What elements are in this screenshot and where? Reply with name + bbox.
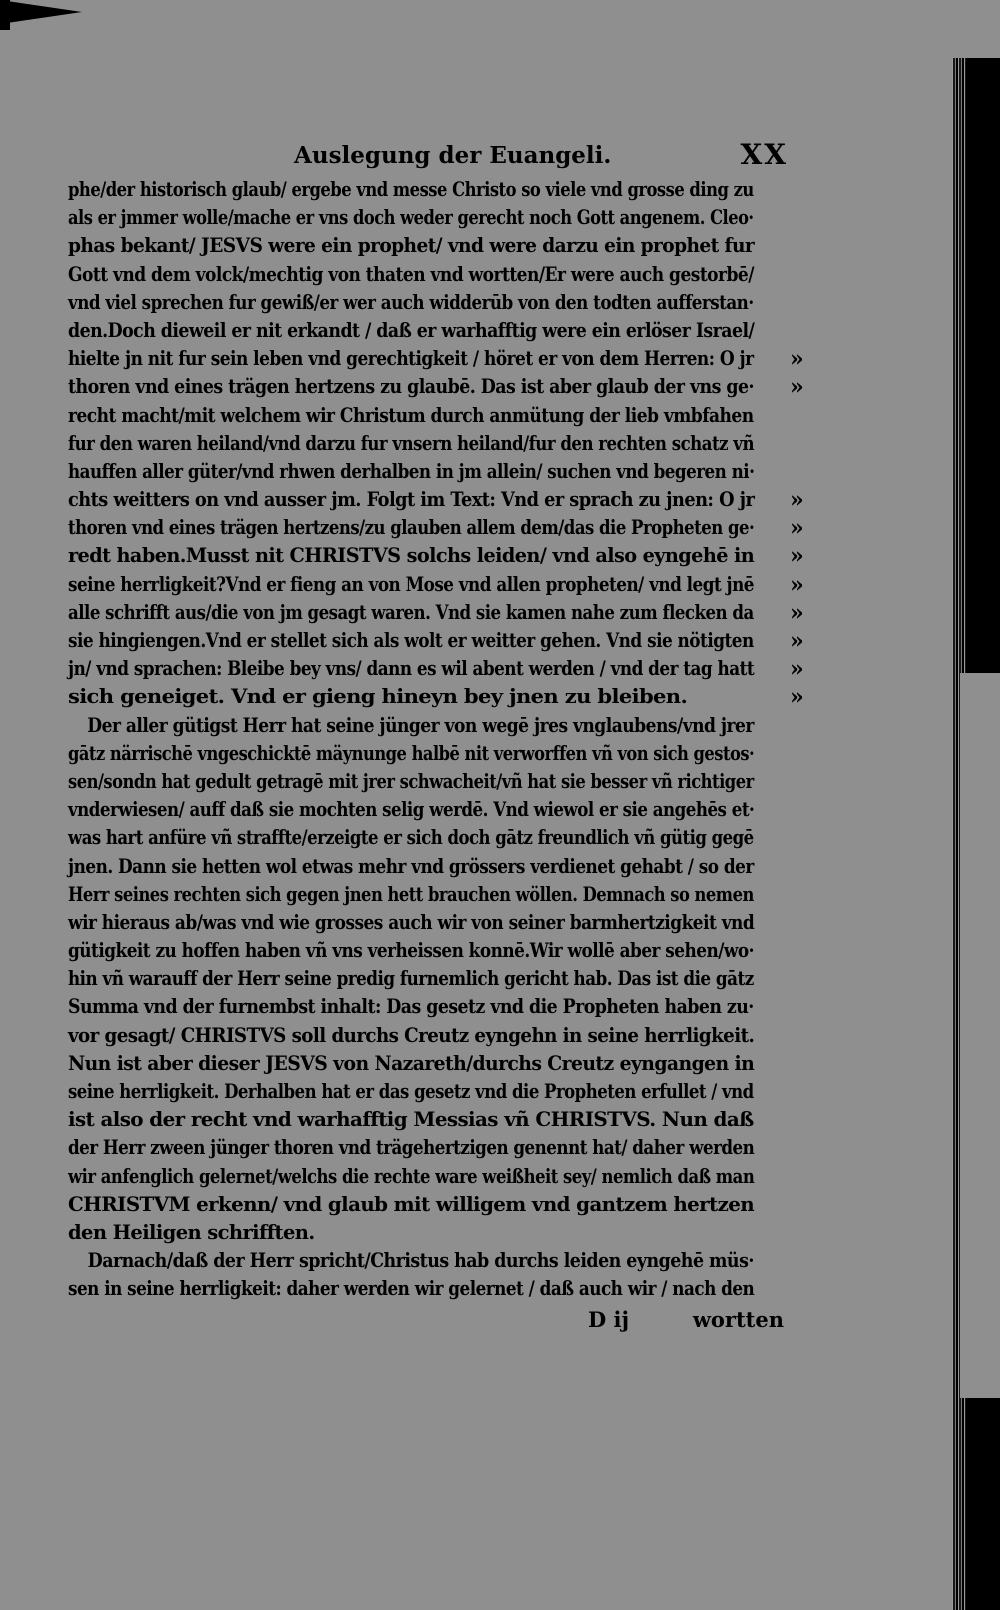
scan-right-edge bbox=[952, 58, 1000, 1610]
line-text: wir hieraus ab/was vnd wie grosses auch wir von seiner barmhertzigkeit vnd bbox=[68, 910, 755, 934]
line-text: hin vñ warauff der Herr seine predig furnemlich gericht hab. Das ist die gātz bbox=[68, 967, 754, 991]
line-text: den Heiligen schrifften. bbox=[68, 1220, 315, 1244]
text-line bbox=[68, 1247, 784, 1275]
running-title: Auslegung der Euangeli. bbox=[294, 142, 612, 169]
text-line bbox=[68, 824, 784, 852]
line-text: fur den waren heiland/vnd darzu fur vnsern heiland/fur den rechten schatz vñ bbox=[68, 431, 754, 455]
line-text: wir anfenglich gelernet/welchs die rechte ware weißheit sey/ nemlich daß man bbox=[68, 1164, 755, 1188]
text-line bbox=[68, 796, 784, 824]
page-footer bbox=[68, 1304, 784, 1336]
text-line bbox=[68, 402, 784, 430]
text-line bbox=[68, 458, 784, 486]
text-line bbox=[68, 430, 784, 458]
text-line bbox=[68, 599, 804, 627]
text-line bbox=[68, 317, 784, 345]
line-text: CHRISTVM erkenn/ vnd glaub mit willigem vnd gantzem hertzen bbox=[68, 1192, 755, 1216]
text-line bbox=[68, 965, 784, 993]
text-line bbox=[68, 1050, 784, 1078]
line-text: gütigkeit zu hoffen haben vñ vns verheissen konnē.Wir wollē aber sehen/wo· bbox=[68, 939, 755, 963]
text-line bbox=[68, 768, 784, 796]
text-line bbox=[68, 373, 804, 401]
text-line bbox=[68, 853, 784, 881]
quote-marker: » bbox=[790, 374, 804, 401]
catchword: wortten bbox=[692, 1306, 784, 1332]
scan-corner-mark bbox=[0, 0, 82, 24]
line-text: was hart anfüre vñ straffte/erzeigte er sich doch gātz freundlich vñ gütig gegē bbox=[68, 826, 754, 850]
text-line bbox=[68, 1275, 784, 1303]
line-text: Summa vnd der furnembst inhalt: Das gesetz vnd die Propheten haben zu· bbox=[68, 995, 754, 1019]
quote-marker: » bbox=[790, 656, 804, 683]
text-line bbox=[68, 1134, 784, 1162]
line-text: Gott vnd dem volck/mechtig von thaten vnd wortten/Er were auch gestorbē/ bbox=[68, 262, 754, 286]
page-header bbox=[68, 138, 788, 176]
quote-marker: » bbox=[790, 515, 804, 542]
text-line bbox=[68, 1022, 784, 1050]
text-line bbox=[68, 232, 784, 260]
quote-marker: » bbox=[790, 571, 804, 598]
text-line bbox=[68, 514, 804, 542]
line-text: thoren vnd eines trägen hertzens zu glaubē. Das ist aber glaub der vns ge· bbox=[68, 375, 755, 399]
line-text: der Herr zween jünger thoren vnd trägehertzigen genennt hat/ daher werden bbox=[68, 1136, 755, 1160]
text-line bbox=[68, 289, 784, 317]
text-line bbox=[68, 881, 784, 909]
quote-marker: » bbox=[790, 628, 804, 654]
line-text: Darnach/daß der Herr spricht/Christus hab durchs leiden eyngehē müs· bbox=[87, 1249, 754, 1273]
line-text: phe/der historisch glaub/ ergebe vnd messe Christo so viele vnd grosse ding zu bbox=[68, 178, 754, 201]
body-text bbox=[68, 176, 804, 1304]
line-text: hielte jn nit fur sein leben vnd gerechtigkeit / höret er von dem Herren: O jr bbox=[68, 347, 754, 371]
line-text: als er jmmer wolle/mache er vns doch weder gerecht noch Gott angenem. Cleo· bbox=[68, 206, 754, 230]
line-text: thoren vnd eines trägen hertzens/zu glauben allem dem/das die Propheten ge· bbox=[68, 516, 755, 540]
text-line bbox=[68, 712, 784, 740]
text-line bbox=[68, 542, 804, 570]
text-line bbox=[68, 345, 804, 373]
text-line bbox=[68, 1078, 784, 1106]
folio-number: XX bbox=[740, 138, 788, 171]
line-text: vnd viel sprechen fur gewiß/er wer auch widderūb von den todten aufferstan· bbox=[68, 290, 754, 314]
text-line bbox=[68, 176, 784, 204]
quote-marker: » bbox=[790, 346, 804, 373]
line-text: chts weitters on vnd ausser jm. Folgt im Text: Vnd er sprach zu jnen: O jr bbox=[68, 488, 755, 512]
line-text: jnen. Dann sie hetten wol etwas mehr vnd grössers verdienet gehabt / so der bbox=[68, 854, 754, 878]
line-text: alle schrifft aus/die von jm gesagt waren. Vnd sie kamen nahe zum flecken da bbox=[68, 600, 754, 624]
text-line bbox=[68, 261, 784, 289]
line-text: jn/ vnd sprachen: Bleibe bey vns/ dann es wil abent werden / vnd der tag hatt bbox=[68, 657, 755, 681]
line-text: Der aller gütigst Herr hat seine jünger von wegē jres vnglaubens/vnd jrer bbox=[87, 713, 754, 737]
text-line bbox=[68, 627, 804, 655]
quote-marker: » bbox=[790, 684, 804, 711]
text-line bbox=[68, 683, 804, 711]
text-line bbox=[68, 1163, 784, 1191]
book-page bbox=[68, 138, 804, 1336]
text-line bbox=[68, 204, 784, 232]
line-text: vnderwiesen/ auff daß sie mochten selig werdē. Vnd wiewol er sie angehēs et· bbox=[68, 798, 755, 822]
line-text: seine herrligkeit. Derhalben hat er das gesetz vnd die Propheten erfullet / vnd bbox=[68, 1080, 754, 1103]
line-text: vor gesagt/ CHRISTVS soll durchs Creutz eyngehn in seine herrligkeit. bbox=[68, 1023, 755, 1047]
text-line bbox=[68, 571, 804, 599]
line-text: Nun ist aber dieser JESVS von Nazareth/durchs Creutz eyngangen in bbox=[68, 1051, 755, 1075]
line-text: sen in seine herrligkeit: daher werden wir gelernet / daß auch wir / nach den bbox=[68, 1277, 755, 1301]
line-text: seine herrligkeit?Vnd er fieng an von Mose vnd allen propheten/ vnd legt jnē bbox=[68, 572, 754, 596]
text-line bbox=[68, 993, 784, 1021]
text-line bbox=[68, 1191, 784, 1219]
quote-marker: » bbox=[790, 599, 804, 626]
signature-mark: D ij bbox=[588, 1306, 630, 1332]
quote-marker: » bbox=[790, 543, 804, 570]
line-text: gātz närrischē vngeschicktē mäynunge halbē nit verworffen vñ von sich gestos· bbox=[68, 741, 755, 765]
line-text: recht macht/mit welchem wir Christum durch anmütung der lieb vmbfahen bbox=[68, 403, 754, 427]
line-text: hauffen aller güter/vnd rhwen derhalben in jm allein/ suchen vnd begeren ni· bbox=[68, 459, 755, 483]
line-text: sie hingiengen.Vnd er stellet sich als wolt er weitter gehen. Vnd sie nötigten bbox=[68, 629, 754, 652]
text-line bbox=[68, 486, 804, 514]
quote-marker: » bbox=[790, 487, 804, 514]
text-line bbox=[68, 1106, 784, 1134]
line-text: phas bekant/ JESVS were ein prophet/ vnd were darzu ein prophet fur bbox=[68, 234, 755, 258]
line-text: sen/sondn hat gedult getragē mit jrer schwacheit/vñ hat sie besser vñ richtiger bbox=[68, 769, 754, 793]
text-line bbox=[68, 937, 784, 965]
line-text: ist also der recht vnd warhafftig Messias vñ CHRISTVS. Nun daß bbox=[68, 1108, 754, 1132]
line-text: redt haben.Musst nit CHRISTVS solchs leiden/ vnd also eyngehē in bbox=[68, 544, 755, 568]
text-line bbox=[68, 909, 784, 937]
text-line bbox=[68, 655, 804, 683]
text-line bbox=[68, 1219, 784, 1247]
line-text: sich geneiget. Vnd er gieng hineyn bey jnen zu bleiben. bbox=[68, 685, 688, 709]
text-line bbox=[68, 740, 784, 768]
line-text: den.Doch dieweil er nit erkandt / daß er warhafftig were ein erlöser Israel/ bbox=[68, 318, 755, 342]
scan-edge-gray bbox=[960, 673, 1000, 1398]
line-text: Herr seines rechten sich gegen jnen hett brauchen wöllen. Demnach so nemen bbox=[68, 882, 754, 906]
